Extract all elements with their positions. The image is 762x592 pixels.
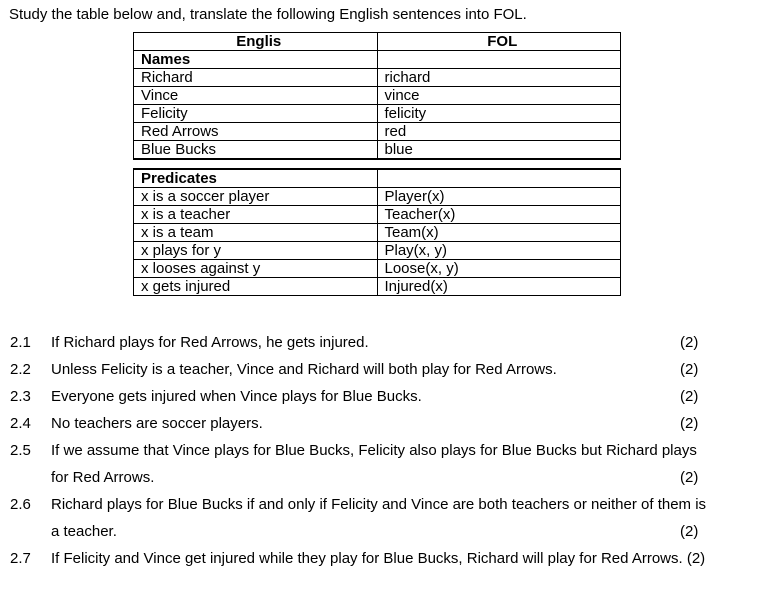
- question-item: [0, 550, 762, 572]
- predicate-fol: Teacher(x): [377, 206, 621, 224]
- question-item: [0, 388, 762, 410]
- question-number: 2.3: [10, 388, 31, 405]
- names-section-row: [134, 51, 621, 69]
- question-marks: (2): [680, 334, 699, 351]
- name-english: Blue Bucks: [134, 141, 378, 160]
- table-row: [134, 206, 621, 224]
- question-text: Unless Felicity is a teacher, Vince and Richard will both play for Red Arrows.: [51, 361, 557, 378]
- question-number: 2.7: [10, 550, 31, 567]
- predicates-section-row: [134, 169, 621, 188]
- question-marks: (2): [680, 388, 699, 405]
- table-row: [134, 141, 621, 160]
- question-number: 2.5: [10, 442, 31, 459]
- name-english: Richard: [134, 69, 378, 87]
- header-fol: FOL: [377, 33, 621, 51]
- instruction-text: Study the table below and, translate the following English sentences into FOL.: [9, 6, 527, 23]
- question-item: [0, 496, 762, 518]
- question-number: 2.2: [10, 361, 31, 378]
- table-row: [134, 69, 621, 87]
- predicate-fol: Loose(x, y): [377, 260, 621, 278]
- question-marks: (2): [680, 523, 699, 540]
- question-continuation: [0, 469, 762, 491]
- question-text: No teachers are soccer players.: [51, 415, 263, 432]
- question-text: Richard plays for Blue Bucks if and only if Felicity and Vince are both teachers or neither of them is: [51, 496, 707, 513]
- predicate-english: x looses against y: [134, 260, 378, 278]
- name-fol: blue: [377, 141, 621, 160]
- table-row: [134, 224, 621, 242]
- table-row: [134, 105, 621, 123]
- predicate-fol: Team(x): [377, 224, 621, 242]
- names-heading: Names: [134, 51, 378, 69]
- question-marks: (2): [680, 469, 699, 486]
- predicate-english: x is a soccer player: [134, 188, 378, 206]
- table-spacer-row: [134, 159, 621, 169]
- question-item: [0, 442, 762, 464]
- predicate-english: x is a team: [134, 224, 378, 242]
- table-row: [134, 242, 621, 260]
- table-row: [134, 87, 621, 105]
- question-text: If we assume that Vince plays for Blue Bucks, Felicity also plays for Blue Bucks but Richard plays: [51, 442, 697, 459]
- name-english: Red Arrows: [134, 123, 378, 141]
- name-fol: vince: [377, 87, 621, 105]
- predicates-heading: Predicates: [134, 169, 378, 188]
- question-text: If Richard plays for Red Arrows, he gets injured.: [51, 334, 369, 351]
- predicate-english: x is a teacher: [134, 206, 378, 224]
- predicate-fol: Player(x): [377, 188, 621, 206]
- question-number: 2.6: [10, 496, 31, 513]
- table-row: [134, 188, 621, 206]
- table-row: [134, 123, 621, 141]
- question-marks: (2): [680, 415, 699, 432]
- question-item: [0, 334, 762, 356]
- predicate-fol: Play(x, y): [377, 242, 621, 260]
- question-item: [0, 361, 762, 383]
- question-item: [0, 415, 762, 437]
- question-marks: (2): [680, 361, 699, 378]
- name-fol: richard: [377, 69, 621, 87]
- predicate-english: x plays for y: [134, 242, 378, 260]
- name-fol: felicity: [377, 105, 621, 123]
- predicate-english: x gets injured: [134, 278, 378, 296]
- question-text: Everyone gets injured when Vince plays for Blue Bucks.: [51, 388, 422, 405]
- predicate-fol: Injured(x): [377, 278, 621, 296]
- question-text-continued: a teacher.: [51, 523, 117, 540]
- name-english: Vince: [134, 87, 378, 105]
- question-number: 2.1: [10, 334, 31, 351]
- question-text: If Felicity and Vince get injured while they play for Blue Bucks, Richard will play for Red Arrows. (2): [51, 550, 706, 567]
- question-text-continued: for Red Arrows.: [51, 469, 155, 486]
- question-number: 2.4: [10, 415, 31, 432]
- table-row: [134, 260, 621, 278]
- translation-table: [133, 32, 621, 296]
- name-english: Felicity: [134, 105, 378, 123]
- question-continuation: [0, 523, 762, 545]
- name-fol: red: [377, 123, 621, 141]
- header-english: Englis: [134, 33, 378, 51]
- table-header-row: [134, 33, 621, 51]
- table-row: [134, 278, 621, 296]
